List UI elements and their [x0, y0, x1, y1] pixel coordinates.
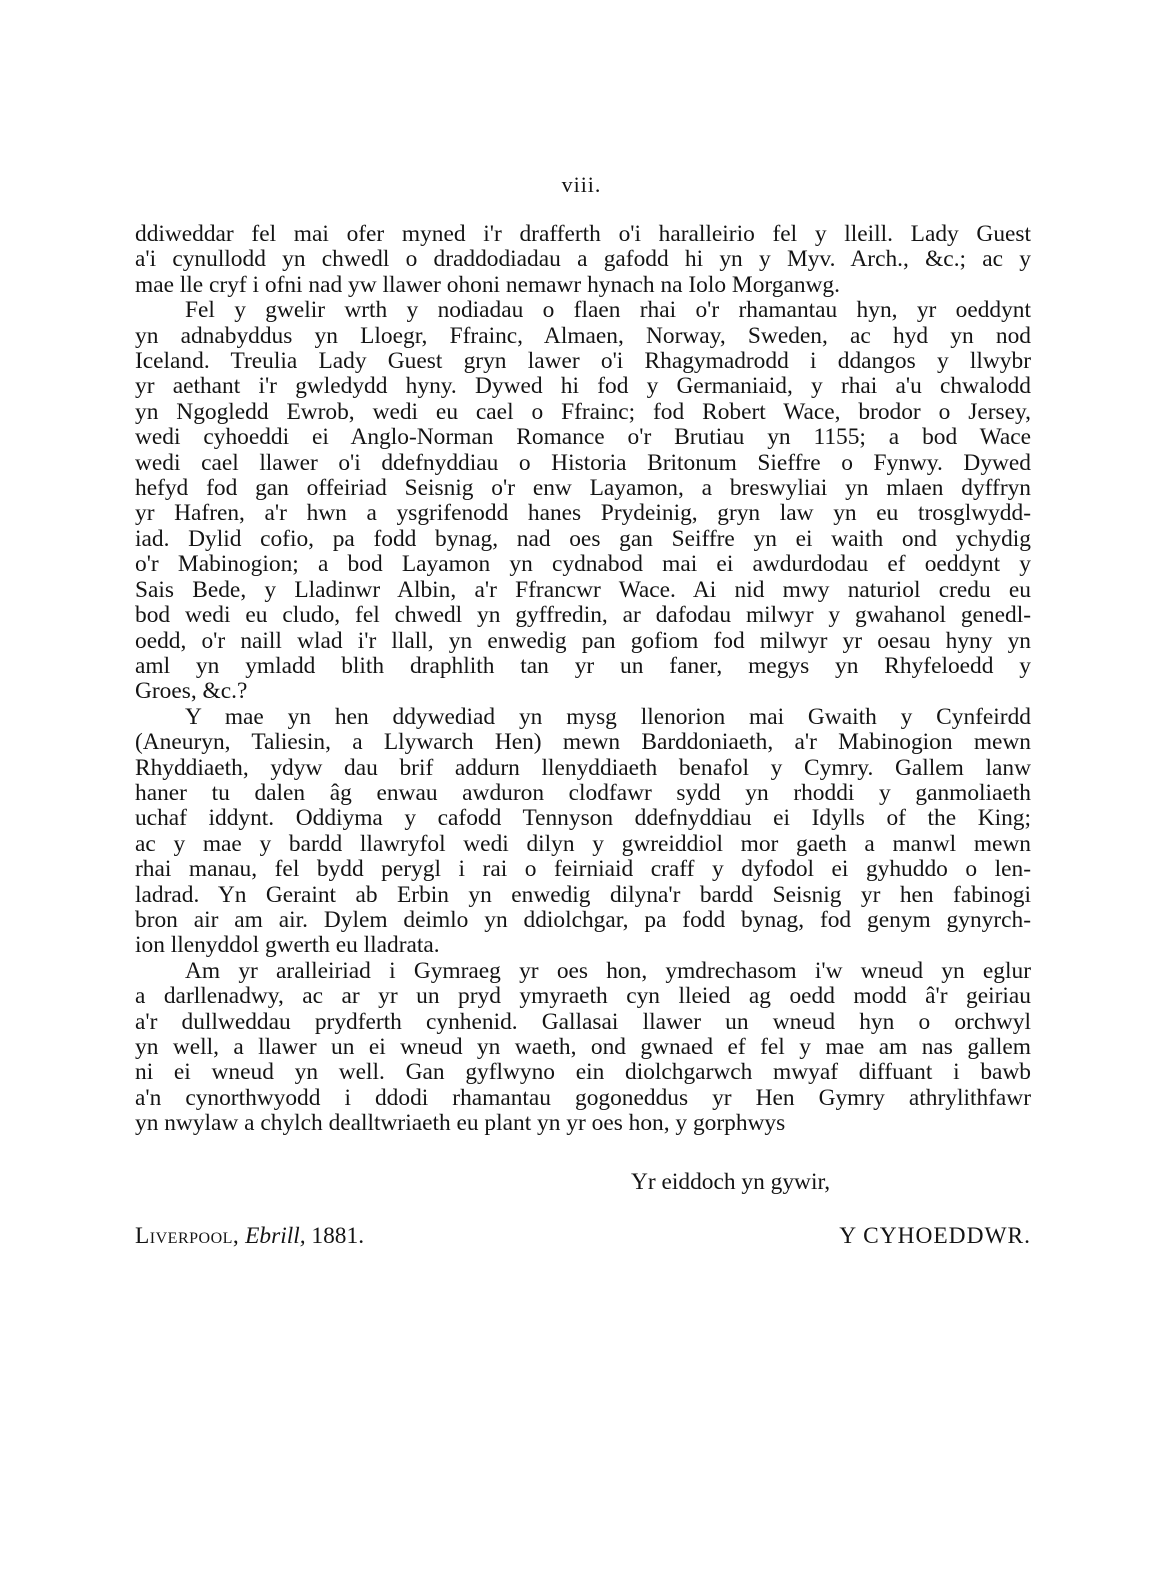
closing-salutation: Yr eiddoch yn gywir, — [631, 1169, 831, 1195]
text-line: ion llenyddol gwerth eu lladrata. — [135, 932, 440, 959]
page-number: viii. — [561, 172, 602, 197]
signature: Y CYHOEDDWR. — [839, 1223, 1031, 1249]
text-line: Rhyddiaeth, ydyw dau brif addurn llenyddiaeth benafol y Cymry. Gallem lanw — [135, 754, 1031, 781]
dateline-year: 1881. — [311, 1223, 365, 1249]
paragraph — [135, 298, 1031, 705]
text-line: mae lle cryf i ofni nad yw llawer ohoni nemawr hynach na Iolo Morganwg. — [135, 271, 840, 298]
text-line: ac y mae y bardd llawryfol wedi dilyn y gwreiddiol mor gaeth a manwl mewn — [135, 830, 1031, 857]
text-line: Y mae yn hen ddywediad yn mysg llenorion mai Gwaith y Cynfeirdd — [185, 703, 1031, 730]
text-line: yr aethant i'r gwledydd hyny. Dywed hi fod y Germaniaid, y rhai a'u chwalodd — [135, 373, 1031, 400]
text-line: wedi cyhoeddi ei Anglo-Norman Romance o'r Brutiau yn 1155; a bod Wace — [135, 424, 1031, 451]
dateline-month: Ebrill, — [245, 1223, 306, 1249]
text-line: Am yr aralleiriad i Gymraeg yr oes hon, ymdrechasom i'w wneud yn eglur — [185, 957, 1031, 984]
text-line: hefyd fod gan offeiriad Seisnig o'r enw Layamon, a breswyliai yn mlaen dyffryn — [135, 475, 1031, 502]
paragraph — [135, 705, 1031, 959]
text-line: Iceland. Treulia Lady Guest gryn lawer o'i Rhagymadrodd i ddangos y llwybr — [135, 348, 1031, 375]
text-line: iad. Dylid cofio, pa fodd bynag, nad oes gan Seiffre yn ei waith ond ychydig — [135, 525, 1031, 552]
text-line: uchaf iddynt. Oddiyma y cafodd Tennyson ddefnyddiau ei Idylls of the King; — [135, 805, 1031, 832]
text-line: haner tu dalen âg enwau awduron clodfawr sydd yn rhoddi y ganmoliaeth — [135, 779, 1031, 806]
text-line: Fel y gwelir wrth y nodiadau o flaen rhai o'r rhamantau hyn, yr oeddynt — [185, 297, 1031, 324]
body-text — [135, 222, 1031, 1137]
text-line: Groes, &c.? — [135, 678, 248, 705]
text-line: aml yn ymladd blith draphlith tan yr un faner, megys yn Rhyfeloedd y — [135, 652, 1031, 679]
text-line: yn well, a llawer un ei wneud yn waeth, ond gwnaed ef fel y mae am nas gallem — [135, 1034, 1031, 1060]
text-line: a'n cynorthwyodd i ddodi rhamantau gogoneddus yr Hen Gymry athrylithfawr — [135, 1084, 1031, 1111]
text-line: ddiweddar fel mai ofer myned i'r drafferth o'i haralleirio fel y lleill. Lady Guest — [135, 221, 1031, 247]
text-line: oedd, o'r naill wlad i'r llall, yn enwedig pan gofiom fod milwyr yr oesau hyny yn — [135, 627, 1031, 654]
paragraph — [135, 222, 1031, 298]
text-line: yn adnabyddus yn Lloegr, Ffrainc, Almaen, Norway, Sweden, ac hyd yn nod — [135, 322, 1031, 349]
text-line: ni ei wneud yn well. Gan gyflwyno ein diolchgarwch mwyaf diffuant i bawb — [135, 1059, 1031, 1086]
dateline-city: Liverpool, — [135, 1223, 240, 1249]
text-line: wedi cael llawer o'i ddefnyddiau o Historia Britonum Sieffre o Fynwy. Dywed — [135, 449, 1031, 476]
dateline — [135, 1223, 364, 1250]
text-line: a'i cynullodd yn chwedl o draddodiadau a gafodd hi yn y Myv. Arch., &c.; ac y — [135, 246, 1031, 273]
text-line: bron air am air. Dylem deimlo yn ddiolchgar, pa fodd bynag, fod genym gynyrch- — [135, 906, 1031, 933]
text-line: bod wedi eu cludo, fel chwedl yn gyffredin, ar dafodau milwyr y gwahanol genedl- — [135, 602, 1031, 629]
text-line: yn nwylaw a chylch dealltwriaeth eu plant yn yr oes hon, y gorphwys — [135, 1110, 786, 1137]
paragraph — [135, 959, 1031, 1137]
text-line: yr Hafren, a'r hwn a ysgrifenodd hanes Prydeinig, gryn law yn eu trosglwydd- — [135, 500, 1031, 527]
text-line: o'r Mabinogion; a bod Layamon yn cydnabod mai ei awdurdodau ef oeddynt y — [135, 551, 1031, 578]
text-line: ladrad. Yn Geraint ab Erbin yn enwedig dilyna'r bardd Seisnig yr hen fabinogi — [135, 881, 1031, 908]
text-line: rhai manau, fel bydd perygl i rai o feirniaid craff y dyfodol ei gyhuddo o len- — [135, 856, 1031, 883]
text-line: Sais Bede, y Lladinwr Albin, a'r Ffrancwr Wace. Ai nid mwy naturiol credu eu — [135, 576, 1031, 603]
text-line: a darllenadwy, ac ar yr un pryd ymyraeth cyn lleied ag oedd modd â'r geiriau — [135, 983, 1031, 1010]
text-line: a'r dullweddau prydferth cynhenid. Gallasai llawer un wneud hyn o orchwyl — [135, 1008, 1031, 1035]
text-line: (Aneuryn, Taliesin, a Llywarch Hen) mewn Barddoniaeth, a'r Mabinogion mewn — [135, 729, 1031, 756]
text-line: yn Ngogledd Ewrob, wedi eu cael o Ffrainc; fod Robert Wace, brodor o Jersey, — [135, 398, 1031, 425]
